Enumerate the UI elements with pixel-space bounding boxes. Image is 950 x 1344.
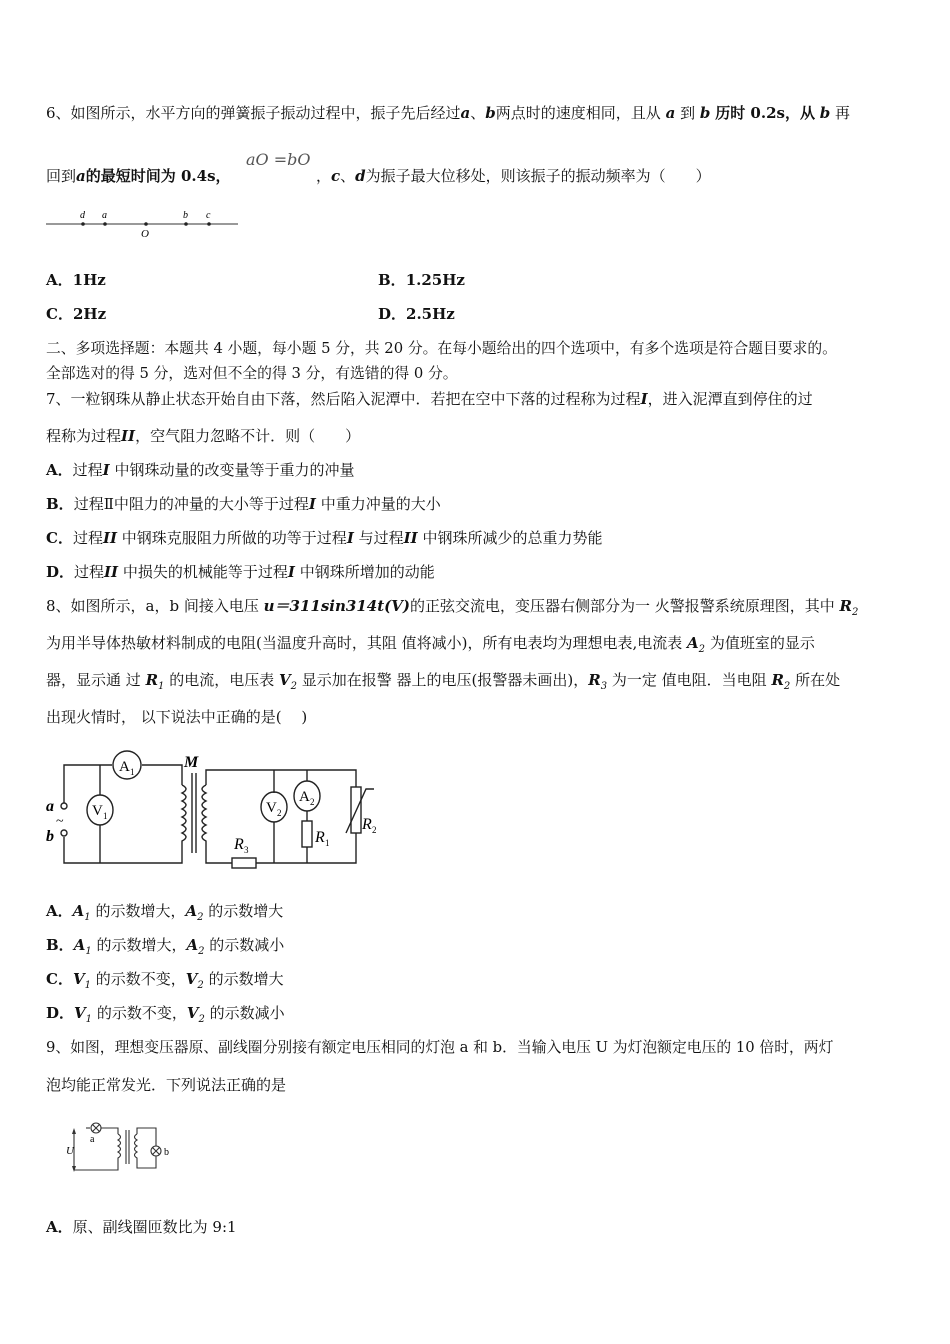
section2-line1: 二、多项选择题：本题共 4 小题，每小题 5 分，共 20 分。在每小题给出的四个选项中，有多个选项是符合题目要求的。 (46, 340, 837, 357)
svg-text:A: A (299, 789, 310, 805)
label-b: b (183, 210, 188, 221)
q9-transformer-figure (66, 1118, 182, 1178)
q9-label-a: a (90, 1134, 95, 1145)
label-d: d (80, 210, 85, 221)
section2-line2: 全部选对的得 5 分，选对但不全的得 3 分，有选错的得 0 分。 (46, 365, 458, 382)
q9-line2: 泡均能正常发光．下列说法正确的是 (46, 1076, 287, 1094)
svg-text:A: A (119, 759, 130, 775)
svg-text:b: b (46, 828, 54, 845)
q6-option-b[interactable]: B．1.25Hz (378, 271, 465, 289)
q6-option-c[interactable]: C．2Hz (46, 305, 107, 323)
q9-option-a[interactable]: A．原、副线圈匝数比为 9:1 (46, 1218, 237, 1236)
label-o: O (141, 228, 149, 240)
svg-text:2: 2 (277, 808, 282, 818)
q7-option-c[interactable]: C．过程II 中钢珠克服阻力所做的功等于过程I 与过程II 中钢珠所减少的总重力势能 (46, 529, 603, 547)
svg-text:V: V (266, 800, 277, 816)
q6-oscillator-figure (44, 206, 244, 242)
q7-line1: 7、一粒钢珠从静止状态开始自由下落，然后陷入泥潭中．若把在空中下落的过程称为过程I，进入泥潭直到停住的过 (46, 390, 813, 408)
label-c: c (206, 210, 211, 221)
label-a: a (102, 210, 107, 221)
q6-option-d[interactable]: D．2.5Hz (378, 305, 455, 323)
svg-text:1: 1 (325, 838, 330, 848)
svg-text:1: 1 (130, 767, 135, 777)
q8-option-d[interactable]: D．$V_1$ 的示数不变，$V_2$ 的示数减小 (46, 1004, 285, 1025)
q8-option-a[interactable]: A．$A_1$ 的示数增大，$A_2$ 的示数增大 (46, 902, 284, 923)
svg-text:3: 3 (244, 845, 249, 855)
q8-line1: 8、如图所示，a，b 间接入电压 u＝311sin314t(V)的正弦交流电，变压器右侧部分为一 火警报警系统原理图，其中 $R_2$ (46, 597, 859, 618)
q8-line3: 器，显示通 过 $R_1$ 的电流，电压表 $V_2$ 显示加在报警 器上的电压(报警器未画出)，$R_3$ 为一定 值电阻．当电阻 $R_2$ 所在处 (46, 671, 841, 692)
q7-option-a[interactable]: A．过程I 中钢珠动量的改变量等于重力的冲量 (46, 461, 355, 479)
svg-text:2: 2 (310, 797, 315, 807)
q9-label-b: b (164, 1147, 169, 1158)
q8-line2: 为用半导体热敏材料制成的电阻(当温度升高时，其阻 值将减小)，所有电表均为理想电表,电流表 $A_2$ 为值班室的显示 (46, 634, 815, 655)
q8-line4: 出现火情时， 以下说法中正确的是( ) (46, 708, 308, 726)
q8-option-c[interactable]: C．$V_1$ 的示数不变，$V_2$ 的示数增大 (46, 970, 284, 991)
q6-option-a[interactable]: A．1Hz (46, 271, 106, 289)
q6-line1: 6、如图所示，水平方向的弹簧振子振动过程中，振子先后经过a、b两点时的速度相同，且从 a 到 b 历时 0.2s，从 b 再 (46, 104, 851, 122)
q9-line1: 9、如图，理想变压器原、副线圈分别接有额定电压相同的灯泡 a 和 b．当输入电压 U 为灯泡额定电压的 10 倍时，两灯 (46, 1039, 834, 1056)
svg-text:R: R (315, 829, 325, 846)
svg-text:a: a (46, 798, 54, 815)
svg-text:R: R (234, 836, 244, 853)
q8-option-b[interactable]: B．$A_1$ 的示数增大，$A_2$ 的示数减小 (46, 936, 285, 957)
q8-circuit-diagram (44, 745, 389, 870)
svg-text:2: 2 (372, 825, 377, 835)
q7-option-d[interactable]: D．过程II 中损失的机械能等于过程I 中钢珠所增加的动能 (46, 563, 435, 581)
svg-text:1: 1 (103, 811, 108, 821)
svg-text:M: M (184, 754, 199, 771)
q6-line2-tail: ，c、d为振子最大位移处，则该振子的振动频率为（ ） (316, 167, 711, 185)
q6-line2: 回到a的最短时间为 0.4s， (46, 167, 231, 185)
svg-text:R: R (362, 816, 372, 833)
q7-line2: 程称为过程II，空气阻力忽略不计．则（ ） (46, 427, 361, 445)
q6-formula: aO =bO (246, 150, 311, 169)
q7-option-b[interactable]: B．过程Ⅱ中阻力的冲量的大小等于过程I 中重力冲量的大小 (46, 495, 441, 513)
q9-label-u: U (66, 1145, 74, 1157)
svg-text:V: V (92, 803, 103, 819)
svg-text:~: ~ (56, 814, 64, 829)
